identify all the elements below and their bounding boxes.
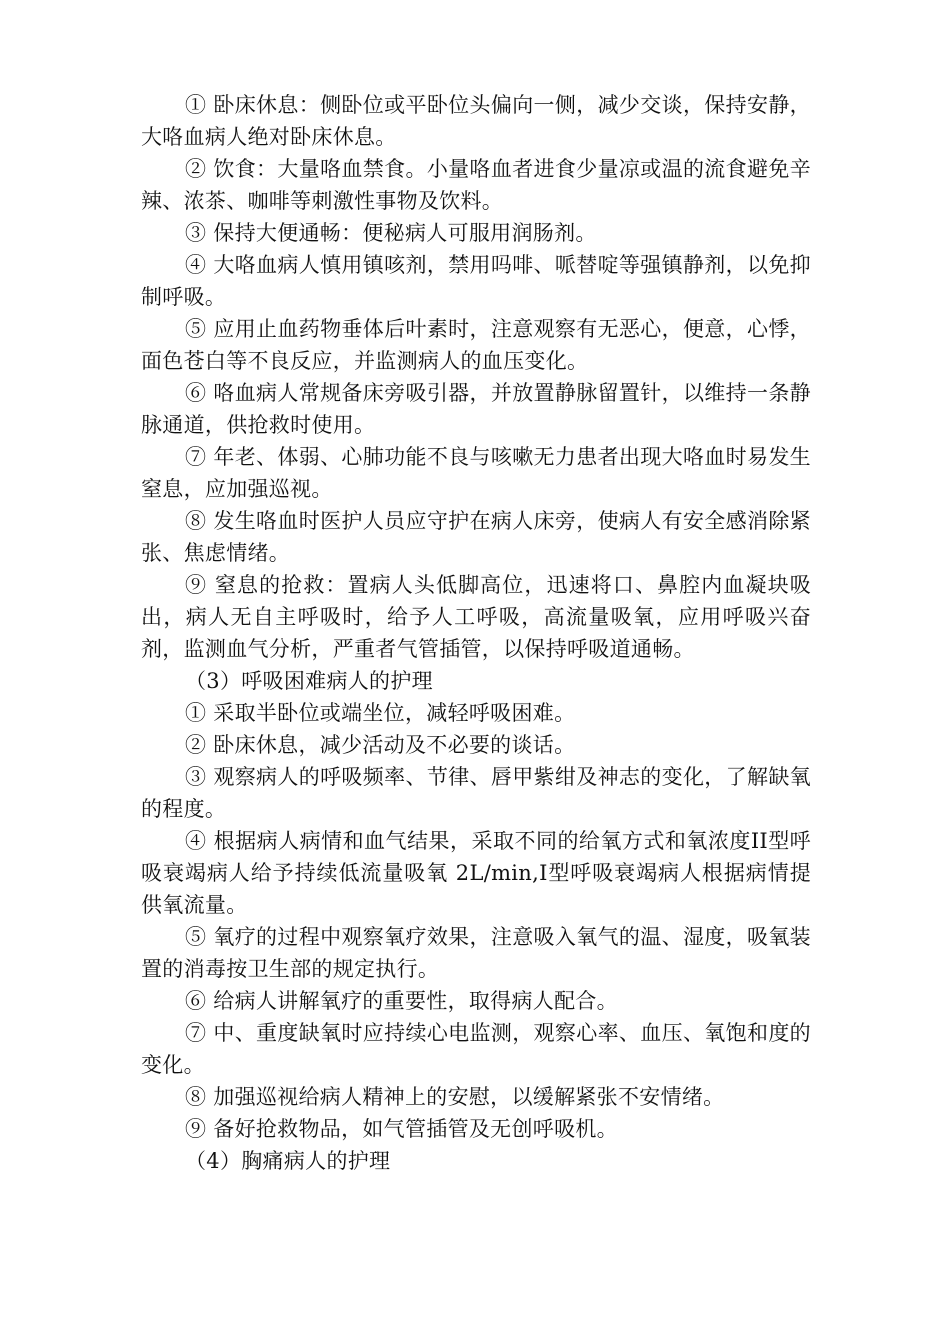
section-heading-chest-pain-care: （4）胸痛病人的护理 [185, 1149, 391, 1173]
paragraph-staff-presence: ⑧ 发生咯血时医护人员应守护在病人床旁，使病人有安全感消除紧张、焦虑情绪。 [141, 509, 811, 565]
paragraph-oxygen-therapy-effect: ⑤ 氧疗的过程中观察氧疗效果，注意吸入氧气的温、湿度，吸氧装置的消毒按卫生部的规定执行。 [141, 925, 811, 981]
paragraph-dyspnea-rest: ② 卧床休息，减少活动及不必要的谈话。 [185, 733, 576, 757]
paragraph-psychological-comfort: ⑧ 加强巡视给病人精神上的安慰，以缓解紧张不安情绪。 [185, 1085, 725, 1109]
paragraph-antitussive-caution: ④ 大咯血病人慎用镇咳剂，禁用吗啡、哌替啶等强镇静剂，以免抑制呼吸。 [141, 253, 811, 309]
paragraph-suction-iv-access: ⑥ 咯血病人常规备床旁吸引器，并放置静脉留置针，以维持一条静脉通道，供抢救时使用。 [141, 381, 811, 437]
paragraph-ecg-monitoring: ⑦ 中、重度缺氧时应持续心电监测，观察心率、血压、氧饱和度的变化。 [141, 1021, 811, 1077]
paragraph-hemoptysis-diet: ② 饮食：大量咯血禁食。小量咯血者进食少量凉或温的流食避免辛辣、浓茶、咖啡等刺激性事物及饮料。 [141, 157, 811, 213]
paragraph-hemoptysis-bed-rest: ① 卧床休息：侧卧位或平卧位头偏向一侧，减少交谈，保持安静，大咯血病人绝对卧床休息。 [141, 93, 811, 149]
paragraph-asphyxia-rescue: ⑨ 窒息的抢救：置病人头低脚高位，迅速将口、鼻腔内血凝块吸出，病人无自主呼吸时，给予人工呼吸，高流量吸氧，应用呼吸兴奋剂，监测血气分析，严重者气管插管，以保持呼吸道通畅。 [141, 573, 811, 661]
paragraph-bowel-movement: ③ 保持大便通畅：便秘病人可服用润肠剂。 [185, 221, 597, 245]
paragraph-hemostatic-drug: ⑤ 应用止血药物垂体后叶素时，注意观察有无恶心，便意，心悸，面色苍白等不良反应，并监测病人的血压变化。 [141, 317, 811, 373]
document-body [141, 89, 811, 1177]
paragraph-rescue-supplies: ⑨ 备好抢救物品，如气管插管及无创呼吸机。 [185, 1117, 618, 1141]
paragraph-oxygen-therapy-mode: ④ 根据病人病情和血气结果，采取不同的给氧方式和氧浓度II型呼吸衰竭病人给予持续低流量吸氧 2L/min,I型呼吸衰竭病人根据病情提供氧流量。 [141, 829, 811, 917]
section-heading-dyspnea-care: （3）呼吸困难病人的护理 [185, 669, 433, 693]
paragraph-asphyxia-risk: ⑦ 年老、体弱、心肺功能不良与咳嗽无力患者出现大咯血时易发生窒息，应加强巡视。 [141, 445, 811, 501]
paragraph-observe-breathing: ③ 观察病人的呼吸频率、节律、唇甲紫绀及神志的变化，了解缺氧的程度。 [141, 765, 811, 821]
paragraph-explain-oxygen-therapy: ⑥ 给病人讲解氧疗的重要性，取得病人配合。 [185, 989, 618, 1013]
paragraph-semi-recumbent: ① 采取半卧位或端坐位，减轻呼吸困难。 [185, 701, 576, 725]
